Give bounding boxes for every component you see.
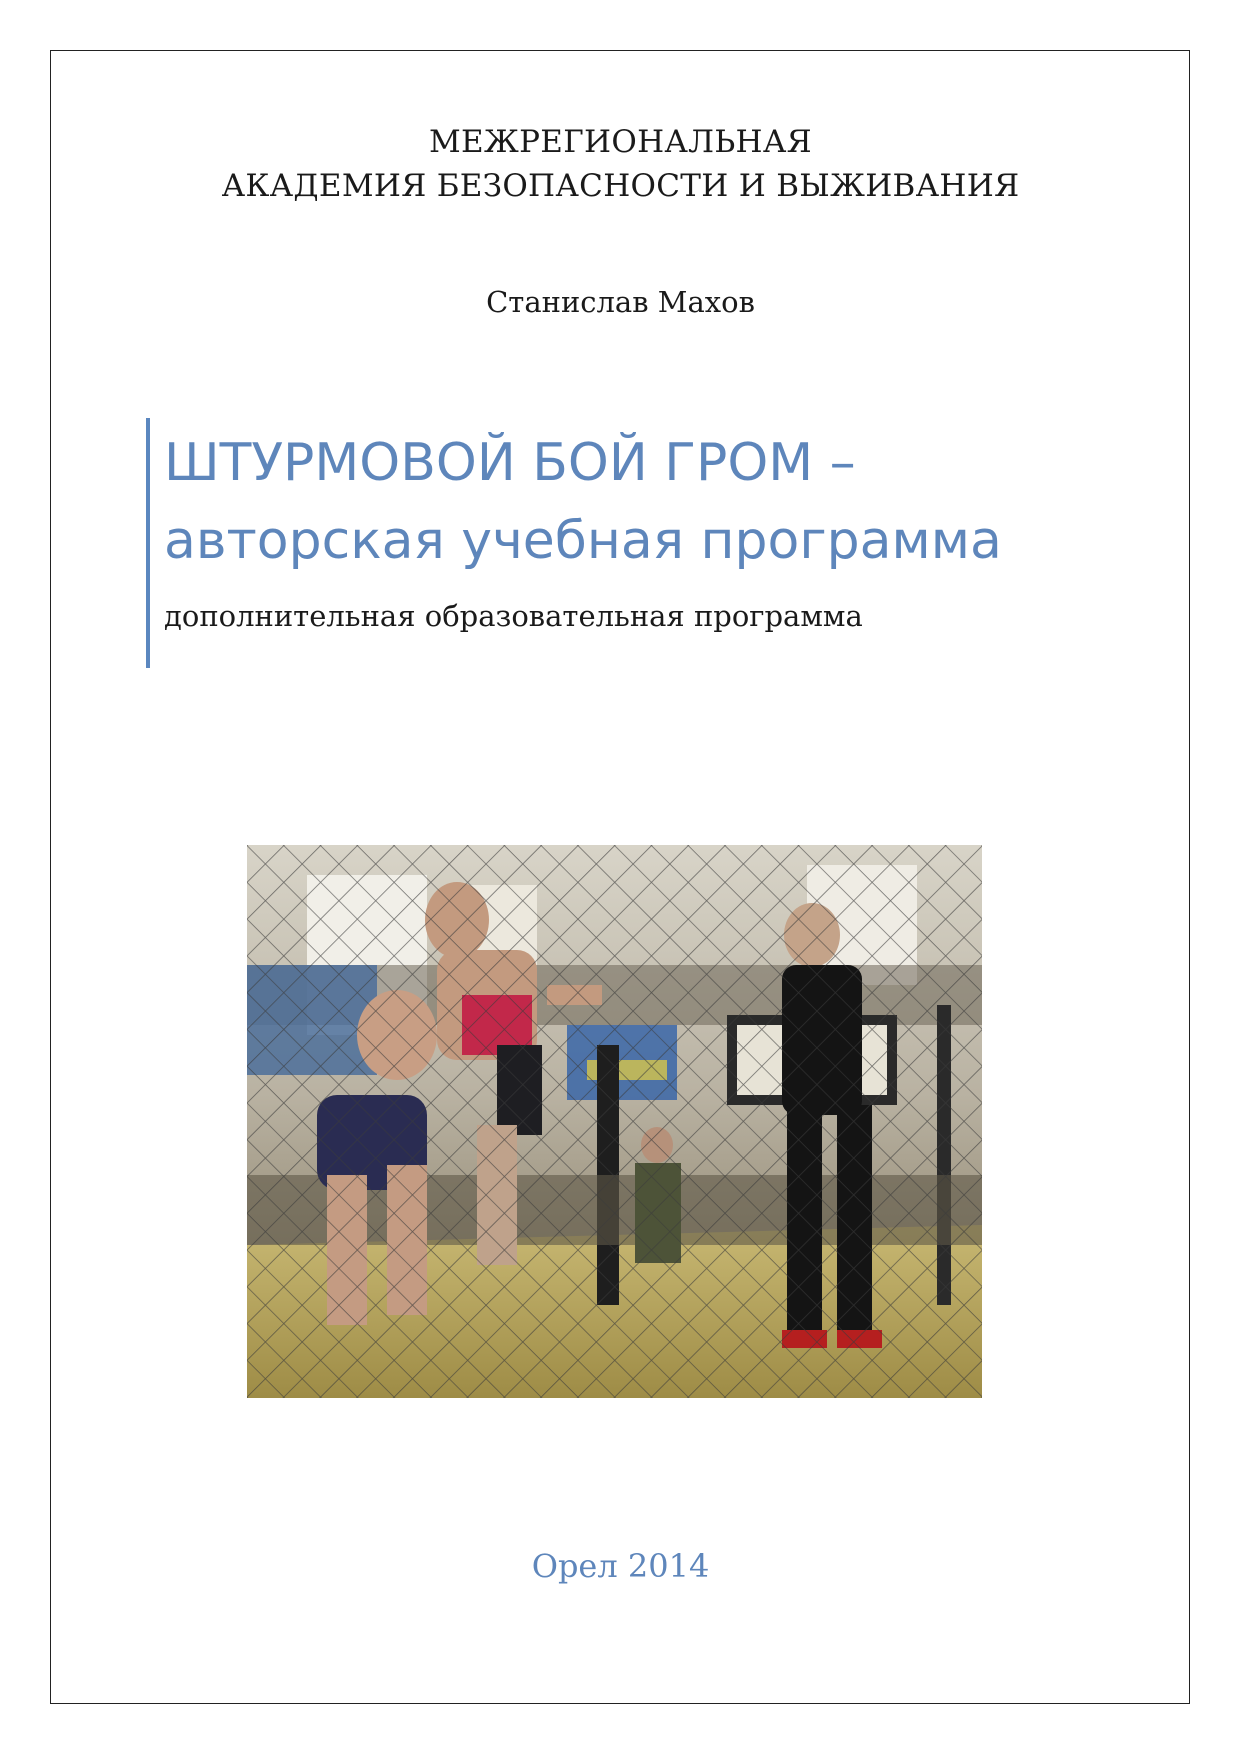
cage-fight-photo-illustration bbox=[247, 845, 982, 1398]
document-title-line-1: ШТУРМОВОЙ БОЙ ГРОМ – bbox=[164, 433, 856, 493]
document-title-line-2: авторская учебная программа bbox=[164, 511, 1002, 571]
organization-line-2: АКАДЕМИЯ БЕЗОПАСНОСТИ И ВЫЖИВАНИЯ bbox=[221, 168, 1020, 204]
author-name: Станислав Махов bbox=[486, 285, 755, 319]
organization-name bbox=[0, 120, 1241, 208]
city-year: Орел 2014 bbox=[531, 1547, 710, 1585]
organization-line-1: МЕЖРЕГИОНАЛЬНАЯ bbox=[429, 124, 812, 160]
title-block bbox=[146, 418, 1002, 668]
document-subtitle: дополнительная образовательная программа bbox=[164, 599, 863, 633]
cover-photo bbox=[247, 845, 982, 1398]
